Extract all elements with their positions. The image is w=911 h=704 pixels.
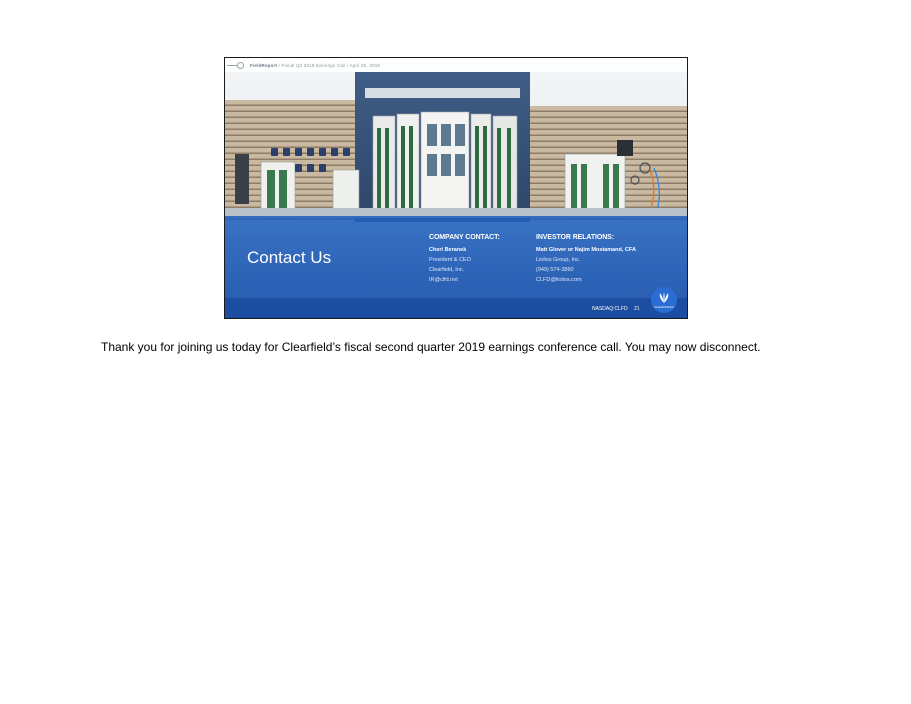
clearfield-logo-icon <box>657 292 671 304</box>
company-contact-email: IR@clfd.net <box>429 277 458 283</box>
page-number: 21 <box>634 306 640 312</box>
header-rest: / Fiscal Q2 2019 Earnings Call / April 25, 2019 <box>277 62 381 68</box>
company-contact-name: Cheri Beranek <box>429 247 467 253</box>
investor-relations-name: Matt Glover or Najim Mostamand, CFA <box>536 247 636 253</box>
clearfield-logo <box>651 287 677 313</box>
company-contact-line: President & CEO <box>429 257 471 263</box>
header-circle-icon <box>237 62 244 69</box>
header-breadcrumb <box>250 63 380 68</box>
slide-title: Contact Us <box>247 248 332 267</box>
caption-text: Thank you for joining us today for Clearfield’s fiscal second quarter 2019 earnings conference call. You may now disconnect. <box>101 340 761 354</box>
logo-text: CLEARFIELD <box>654 304 674 309</box>
investor-relations-line: Liolios Group, Inc. <box>536 257 581 263</box>
footer-ticker: NASDAQ:CLFD <box>592 306 628 312</box>
investor-relations-heading: INVESTOR RELATIONS: <box>536 234 614 241</box>
header-line <box>227 65 237 66</box>
investor-relations-phone: (949) 574-3860 <box>536 267 574 273</box>
company-contact-line: Clearfield, Inc. <box>429 267 465 273</box>
company-contact-block <box>429 234 500 285</box>
slide-header <box>225 58 687 72</box>
company-contact-heading: COMPANY CONTACT: <box>429 234 500 241</box>
investor-relations-block <box>536 234 636 285</box>
investor-relations-email: CLFD@liolios.com <box>536 277 582 283</box>
presentation-slide <box>224 57 688 319</box>
header-brand: FieldReport <box>250 62 278 68</box>
